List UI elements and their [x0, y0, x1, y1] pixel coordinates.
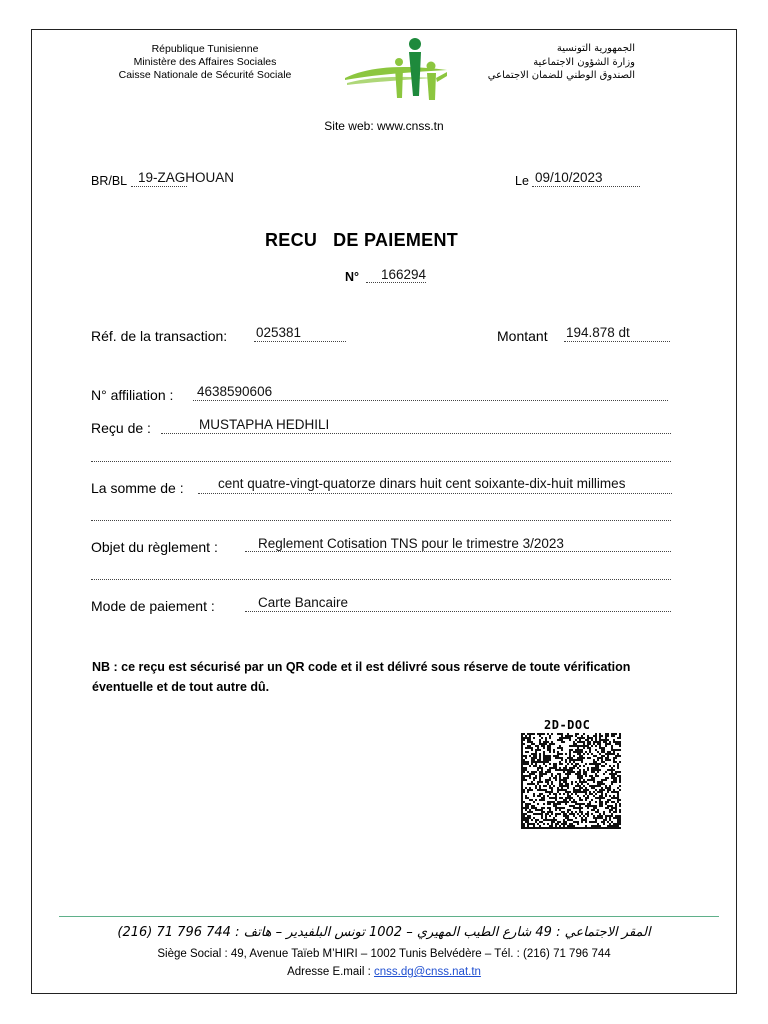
- montant-value: 194.878 dt: [566, 325, 630, 340]
- somme-label: La somme de :: [91, 480, 184, 496]
- recu-value: MUSTAPHA HEDHILI: [199, 417, 330, 432]
- br-value: 19-ZAGHOUAN: [138, 170, 235, 185]
- republic-text: République Tunisienne: [151, 43, 259, 55]
- somme-value: cent quatre-vingt-quatorze dinars huit cent soixante-dix-huit millimes: [218, 476, 626, 491]
- recu-dots: [161, 433, 671, 434]
- email-link[interactable]: cnss.dg@cnss.nat.tn: [374, 966, 481, 978]
- cnss-logo-icon: [343, 36, 453, 106]
- 2d-doc-label: 2D-DOC: [544, 718, 591, 732]
- republic-arabic-text: الجمهورية التونسية: [556, 43, 635, 54]
- number-dots: [366, 282, 426, 283]
- br-label: BR/BL: [91, 174, 128, 188]
- ref-dots: [254, 341, 346, 342]
- date-dots: [532, 186, 640, 187]
- ministry-arabic-text: وزارة الشؤون الاجتماعية: [533, 56, 635, 68]
- 2d-doc-code-icon: [521, 733, 621, 829]
- affiliation-label: N° affiliation :: [91, 387, 174, 403]
- header-arabic: [487, 42, 635, 83]
- footer-email: [0, 966, 768, 978]
- mode-dots: [245, 611, 671, 612]
- recu-label: Reçu de :: [91, 420, 151, 436]
- cnss-text: Caisse Nationale de Sécurité Sociale: [118, 69, 292, 81]
- security-note: NB : ce reçu est sécurisé par un QR code et il est délivré sous réserve de toute vérification éventuelle et de tout autre dû.: [92, 660, 631, 694]
- ref-label: Réf. de la transaction:: [91, 328, 228, 344]
- somme-dots-2: [91, 520, 671, 521]
- ministry-text: Ministère des Affaires Sociales: [133, 56, 277, 68]
- mode-label: Mode de paiement :: [91, 598, 215, 614]
- email-label: Adresse E.mail :: [287, 966, 371, 978]
- ref-value: 025381: [256, 325, 302, 340]
- cnss-arabic-text: الصندوق الوطني للضمان الاجتماعي: [487, 70, 635, 81]
- date-value: 09/10/2023: [535, 170, 603, 185]
- br-dots: [131, 186, 187, 187]
- receipt-frame: [31, 29, 737, 994]
- footer-divider: [59, 916, 719, 917]
- montant-label: Montant: [497, 328, 548, 344]
- objet-dots: [245, 551, 671, 552]
- header-french: [105, 43, 305, 82]
- objet-dots-2: [91, 579, 671, 580]
- objet-value: Reglement Cotisation TNS pour le trimestre 3/2023: [258, 536, 564, 551]
- montant-dots: [564, 341, 670, 342]
- somme-dots: [198, 493, 672, 494]
- date-label: Le: [515, 174, 529, 188]
- site-web: Site web: www.cnss.tn: [324, 119, 444, 133]
- receipt-title: RECU DE PAIEMENT: [265, 230, 459, 250]
- affiliation-value: 4638590606: [197, 384, 273, 399]
- mode-value: Carte Bancaire: [258, 595, 349, 610]
- affiliation-dots: [193, 400, 668, 401]
- receipt-number: 166294: [381, 267, 427, 282]
- recu-dots-2: [91, 461, 671, 462]
- number-label: N°: [345, 270, 360, 284]
- footer-address: Siège Social : 49, Avenue Taïeb M’HIRI – 1002 Tunis Belvédère – Tél. : (216) 71 796 744: [157, 948, 611, 960]
- objet-label: Objet du règlement :: [91, 539, 218, 555]
- footer-arabic-address: المقر الاجتماعي : 49 شارع الطيب المهيري – 1002 تونس البلفيدير – هاتف : 744 796 71 (216): [117, 925, 651, 940]
